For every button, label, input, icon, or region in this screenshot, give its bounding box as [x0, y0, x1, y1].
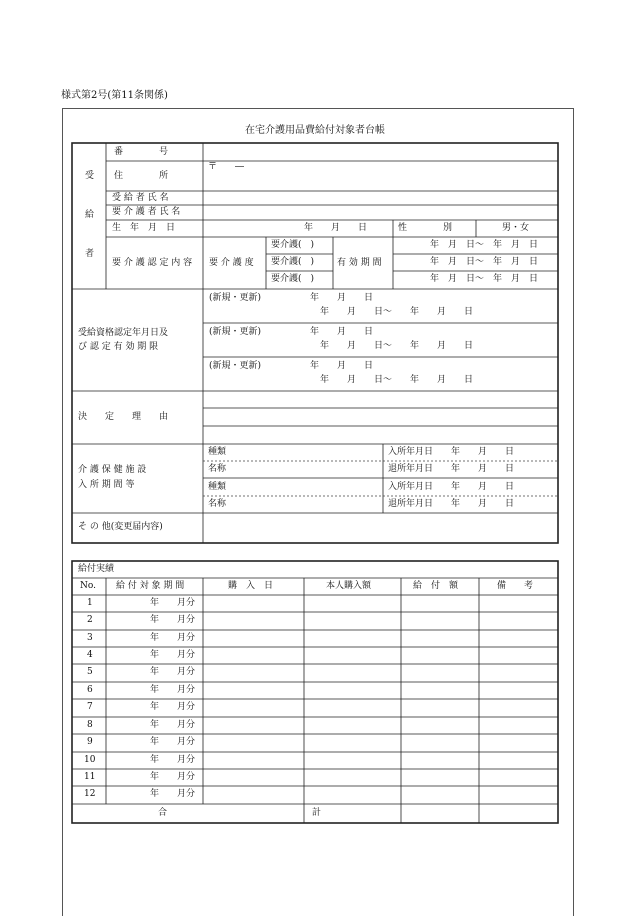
row-no: 6: [87, 685, 93, 695]
qualification-3-period: 年 月 日～ 年 月 日: [320, 375, 474, 385]
valid-period-1: 年 月 日～ 年 月 日: [430, 240, 539, 250]
address-label: 住 所: [114, 171, 169, 181]
row-period: 年 月分: [150, 755, 196, 765]
total-label-1: 合: [158, 808, 168, 818]
row-period: 年 月分: [150, 685, 196, 695]
certification-label: 要 介 護 認 定 内 容: [112, 258, 193, 268]
sex-value: 男・女: [502, 223, 530, 233]
row-period: 年 月分: [150, 737, 196, 747]
column-remarks: 備 考: [497, 581, 534, 591]
row-no: 11: [84, 772, 96, 782]
birth-date-label: 生 年 月 日: [112, 223, 176, 233]
number-label: 番 号: [114, 147, 169, 157]
admission-date-1: 入所年月日 年 月 日: [388, 447, 515, 457]
qualification-2-type: (新規・更新): [209, 327, 262, 337]
row-no: 10: [84, 755, 96, 765]
qualification-2-date: 年 月 日: [310, 327, 374, 337]
row-no: 1: [87, 598, 93, 608]
facility-kind-2: 種類: [208, 482, 227, 492]
valid-period-label: 有 効 期 間: [337, 258, 382, 268]
row-no: 12: [84, 789, 96, 799]
care-level-2: 要介護( ): [271, 257, 315, 267]
row-period: 年 月分: [150, 667, 196, 677]
facility-name-2: 名称: [208, 499, 227, 509]
row-period: 年 月分: [150, 772, 196, 782]
postal-code-mark: 〒 ―: [208, 162, 245, 172]
row-period: 年 月分: [150, 633, 196, 643]
admission-date-2: 入所年月日 年 月 日: [388, 482, 515, 492]
row-period: 年 月分: [150, 720, 196, 730]
qualification-label-line2: び 認 定 有 効 期 限: [78, 342, 159, 352]
care-person-name-label: 要 介 護 者 氏 名: [112, 207, 181, 217]
qualification-2-period: 年 月 日～ 年 月 日: [320, 341, 474, 351]
column-benefit-amount: 給 付 額: [413, 581, 459, 591]
sex-label: 性 別: [398, 223, 453, 233]
facility-name-1: 名称: [208, 464, 227, 474]
form-number-label: 様式第2号(第11条関係): [61, 90, 168, 101]
row-no: 3: [87, 633, 93, 643]
form-title: 在宅介護用品費給付対象者台帳: [245, 125, 385, 136]
row-no: 4: [87, 650, 93, 660]
care-level-label: 要 介 護 度: [209, 258, 254, 268]
recipient-group-char-1: 受: [85, 171, 95, 181]
total-label-2: 計: [312, 808, 322, 818]
qualification-label-line1: 受給資格認定年月日及: [78, 328, 169, 338]
care-level-1: 要介護( ): [271, 240, 315, 250]
row-period: 年 月分: [150, 615, 196, 625]
payment-section-title: 給付実績: [78, 564, 115, 574]
qualification-1-date: 年 月 日: [310, 293, 374, 303]
column-purchase-date: 購 入 日: [228, 581, 274, 591]
qualification-1-type: (新規・更新): [209, 293, 262, 303]
facility-kind-1: 種類: [208, 447, 227, 457]
row-no: 9: [87, 737, 93, 747]
facility-label-line2: 入 所 期 間 等: [78, 480, 135, 490]
care-level-3: 要介護( ): [271, 274, 315, 284]
row-no: 8: [87, 720, 93, 730]
recipient-name-label: 受 給 者 氏 名: [112, 193, 169, 203]
row-no: 2: [87, 615, 93, 625]
decision-reason-label: 決 定 理 由: [78, 412, 169, 422]
birth-date-value: 年 月 日: [304, 223, 368, 233]
valid-period-3: 年 月 日～ 年 月 日: [430, 274, 539, 284]
row-period: 年 月分: [150, 702, 196, 712]
column-self-amount: 本人購入額: [326, 581, 372, 591]
qualification-3-date: 年 月 日: [310, 361, 374, 371]
row-no: 7: [87, 702, 93, 712]
discharge-date-1: 退所年月日 年 月 日: [388, 464, 515, 474]
qualification-1-period: 年 月 日～ 年 月 日: [320, 307, 474, 317]
row-period: 年 月分: [150, 598, 196, 608]
discharge-date-2: 退所年月日 年 月 日: [388, 499, 515, 509]
row-period: 年 月分: [150, 650, 196, 660]
valid-period-2: 年 月 日～ 年 月 日: [430, 257, 539, 267]
recipient-group-char-3: 者: [85, 249, 95, 259]
other-label: そ の 他(変更届内容): [78, 522, 163, 532]
row-period: 年 月分: [150, 789, 196, 799]
recipient-group-char-2: 給: [85, 210, 95, 220]
row-no: 5: [87, 667, 93, 677]
column-period: 給 付 対 象 期 間: [116, 581, 185, 591]
qualification-3-type: (新規・更新): [209, 361, 262, 371]
column-no: No.: [80, 581, 96, 591]
facility-label-line1: 介 護 保 健 施 設: [78, 465, 147, 475]
